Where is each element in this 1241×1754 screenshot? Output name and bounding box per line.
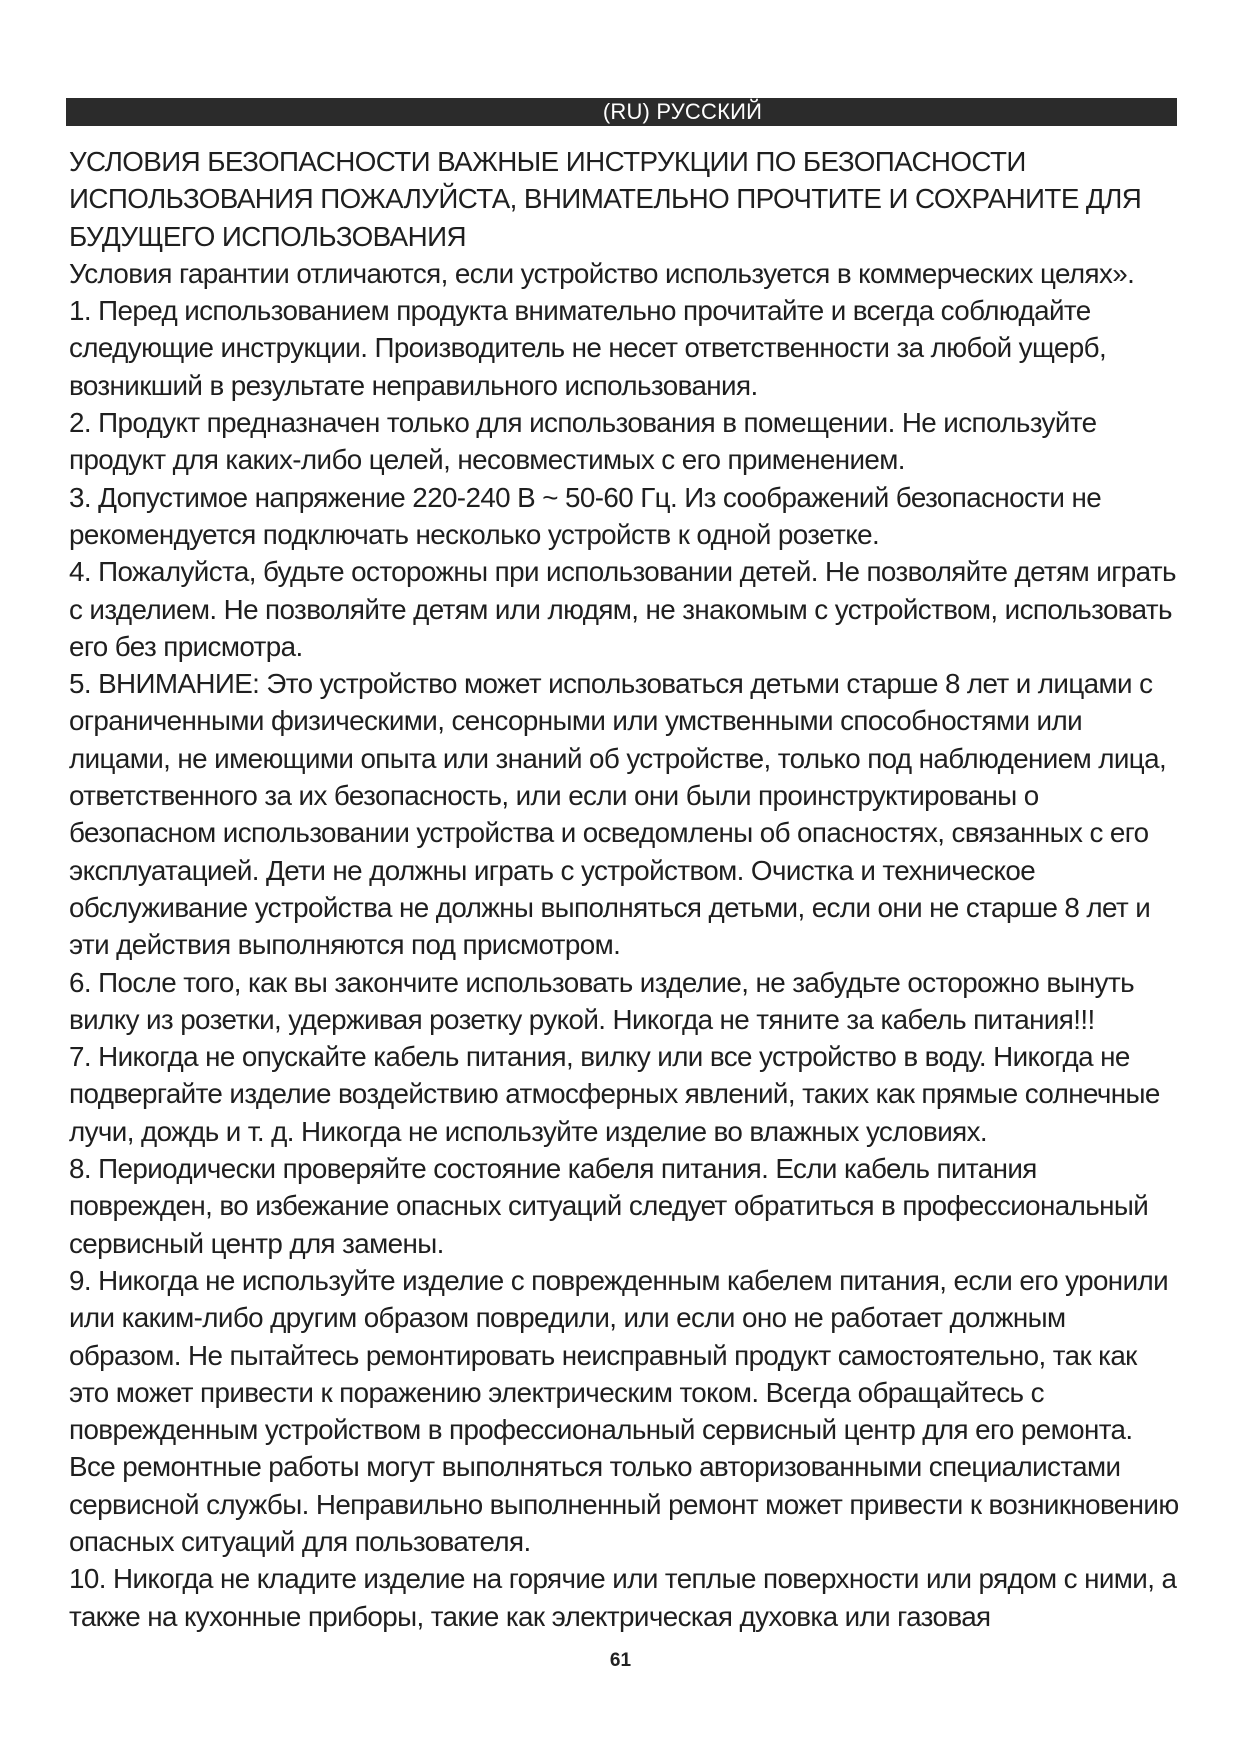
document-body [69,143,1179,1635]
instruction-item-1: 1. Перед использованием продукта внимательно прочитайте и всегда соблюдайте следующие инструкции. Производитель не несет ответственности за любой ущерб, возникший в результате неправильного использования. [69,295,1107,401]
instruction-item-5: 5. ВНИМАНИЕ: Это устройство может использоваться детьми старше 8 лет и лицами с ограниченными физическими, сенсорными или умственными способностями или лицами, не имеющими опыта или знаний об устройстве, только под наблюдением лица, ответственного за их безопасность, или если они были проинструктированы о безопасном использовании устройства и осведомлены об опасностях, связанных с его эксплуатацией. Дети не должны играть с устройством. Очистка и техническое обслуживание устройства не должны выполняться детьми, если они не старше 8 лет и эти действия выполняются под присмотром. [69,668,1167,961]
language-label: (RU) РУССКИЙ [602,99,763,124]
instruction-item-6: 6. После того, как вы закончите использовать изделие, не забудьте осторожно вынуть вилку из розетки, удерживая розетку рукой. Никогда не тяните за кабель питания!!! [69,966,1134,1035]
instruction-item-3: 3. Допустимое напряжение 220-240 В ~ 50-60 Гц. Из соображений безопасности не рекомендуется подключать несколько устройств к одной розетке. [69,481,1102,550]
instruction-item-8: 8. Периодически проверяйте состояние кабеля питания. Если кабель питания поврежден, во избежание опасных ситуаций следует обратиться в профессиональный сервисный центр для замены. [69,1153,1149,1259]
instruction-item-9: 9. Никогда не используйте изделие с поврежденным кабелем питания, если его уронили или каким-либо другим образом повредили, или если оно не работает должным образом. Не пытайтесь ремонтировать неисправный продукт самостоятельно, так как это может привести к поражению электрическим током. Всегда обращайтесь с поврежденным устройством в профессиональный сервисный центр для его ремонта. Все ремонтные работы могут выполняться только авторизованными специалистами сервисной службы. Неправильно выполненный ремонт может привести к возникновению опасных ситуаций для пользователя. [69,1264,1179,1557]
language-header-bar [66,98,1177,126]
page-number: 61 [609,1650,632,1671]
document-title: УСЛОВИЯ БЕЗОПАСНОСТИ ВАЖНЫЕ ИНСТРУКЦИИ ПО БЕЗОПАСНОСТИ ИСПОЛЬЗОВАНИЯ ПОЖАЛУЙСТА, ВНИМАТЕЛЬНО ПРОЧТИТЕ И СОХРАНИТЕ ДЛЯ БУДУЩЕГО ИСПОЛЬЗОВАНИЯ [69,146,1142,252]
instruction-item-4: 4. Пожалуйста, будьте осторожны при использовании детей. Не позволяйте детям играть с изделием. Не позволяйте детям или людям, не знакомым с устройством, использовать его без присмотра. [69,556,1176,662]
warranty-note: Условия гарантии отличаются, если устройство используется в коммерческих целях». [69,257,1135,289]
instruction-item-7: 7. Никогда не опускайте кабель питания, вилку или все устройство в воду. Никогда не подвергайте изделие воздействию атмосферных явлений, таких как прямые солнечные лучи, дождь и т. д. Никогда не используйте изделие во влажных условиях. [69,1041,1160,1147]
instruction-item-10: 10. Никогда не кладите изделие на горячие или теплые поверхности или рядом с ними, а также на кухонные приборы, такие как электрическая духовка или газовая [69,1563,1177,1632]
instruction-item-2: 2. Продукт предназначен только для использования в помещении. Не используйте продукт для каких-либо целей, несовместимых с его применением. [69,407,1097,476]
